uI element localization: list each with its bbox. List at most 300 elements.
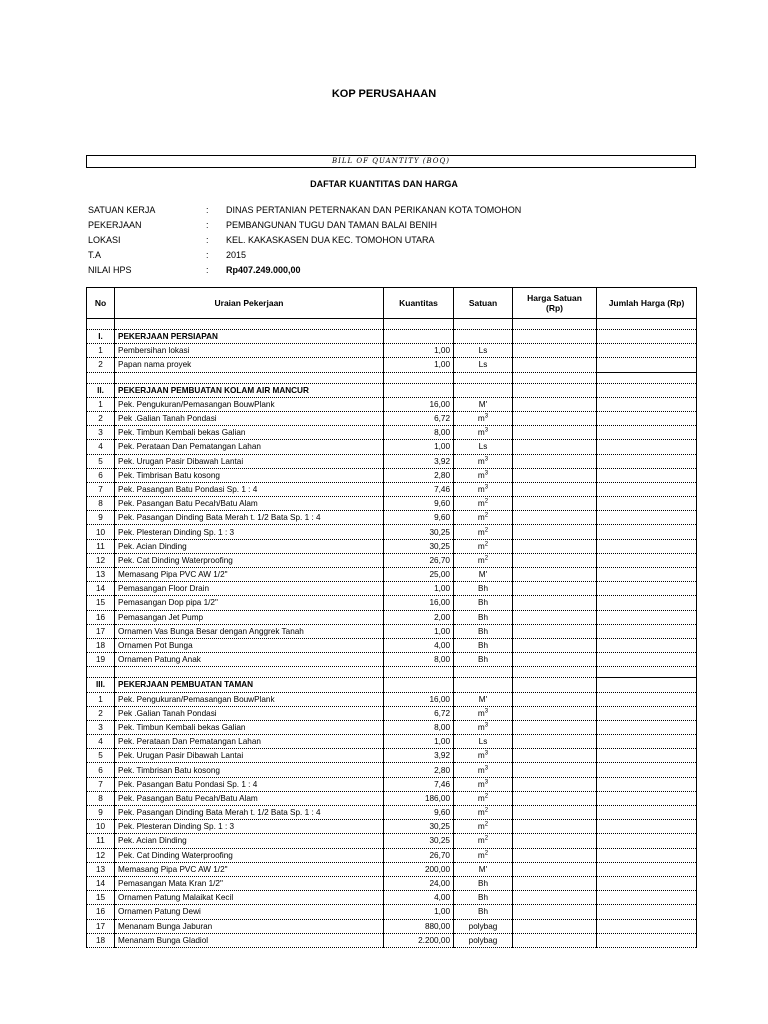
- table-row: [87, 933, 697, 947]
- table-row: [87, 553, 697, 567]
- cell-no-text: 4: [98, 737, 103, 747]
- cell-jumlah: [597, 372, 697, 383]
- cell-no-text: 8: [98, 499, 103, 509]
- info-label: SATUAN KERJA: [88, 205, 156, 215]
- cell-kuantitas-text: 16,00: [429, 694, 450, 704]
- cell-uraian-text: PEKERJAAN PERSIAPAN: [118, 332, 218, 342]
- cell-kuantitas: [384, 891, 454, 905]
- boq-table: [86, 287, 697, 948]
- cell-kuantitas: [384, 933, 454, 947]
- cell-kuantitas-text: 2,80: [434, 470, 450, 480]
- info-value: PEMBANGUNAN TUGU DAN TAMAN BALAI BENIH: [226, 220, 438, 230]
- spacer-row: [87, 372, 697, 383]
- cell-uraian-text: Pemasangan Jet Pump: [118, 612, 204, 622]
- info-row: [88, 218, 521, 233]
- cell-satuan-text: M': [478, 399, 488, 409]
- cell-harga-satuan: [513, 344, 597, 358]
- unit-exponent: 2: [484, 540, 489, 547]
- cell-uraian-text: Pek. Pasangan Batu Pondasi Sp. 1 : 4: [118, 484, 258, 494]
- cell-satuan: [454, 344, 513, 358]
- cell-jumlah: [597, 440, 697, 454]
- cell-uraian: [115, 358, 384, 372]
- cell-satuan-text: m: [477, 428, 485, 438]
- cell-kuantitas: [384, 568, 454, 582]
- cell-harga-satuan: [513, 482, 597, 496]
- cell-uraian-text: Memasang Pipa PVC AW 1/2": [118, 570, 228, 580]
- cell-jumlah: [597, 749, 697, 763]
- cell-jumlah: [597, 919, 697, 933]
- cell-kuantitas: [384, 876, 454, 890]
- header-uraian: Uraian Pekerjaan: [115, 288, 384, 319]
- cell-satuan-text: m: [477, 836, 485, 846]
- cell-satuan: [454, 834, 513, 848]
- cell-uraian-text: Menanam Bunga Jaburan: [118, 921, 213, 931]
- cell-harga-satuan: [513, 919, 597, 933]
- cell-jumlah: [597, 468, 697, 482]
- cell-uraian: [115, 720, 384, 734]
- table-row: [87, 735, 697, 749]
- cell-harga-satuan: [513, 358, 597, 372]
- cell-uraian: [115, 568, 384, 582]
- cell-no: [87, 919, 115, 933]
- cell-satuan-text: Bh: [477, 612, 488, 622]
- cell-no-text: 19: [95, 655, 106, 665]
- cell-jumlah: [597, 720, 697, 734]
- cell-no-text: 13: [95, 570, 106, 580]
- unit-exponent: 2: [484, 793, 489, 800]
- cell-uraian-text: Pek. Cat Dinding Waterproofing: [118, 850, 233, 860]
- cell-uraian: [115, 848, 384, 862]
- cell-uraian-text: Pek. Urugan Pasir Dibawah Lantai: [118, 456, 244, 466]
- cell-jumlah: [597, 568, 697, 582]
- cell-no-text: 14: [95, 584, 106, 594]
- table-row: [87, 468, 697, 482]
- cell-kuantitas: [384, 862, 454, 876]
- cell-uraian: [115, 806, 384, 820]
- cell-kuantitas: [384, 582, 454, 596]
- cell-jumlah: [597, 820, 697, 834]
- cell-jumlah: [597, 426, 697, 440]
- header-kuantitas: Kuantitas: [384, 288, 454, 319]
- cell-no: [87, 319, 115, 330]
- cell-harga-satuan: [513, 610, 597, 624]
- cell-jumlah: [597, 692, 697, 706]
- table-row: [87, 777, 697, 791]
- cell-uraian: [115, 511, 384, 525]
- info-label: T.A: [88, 250, 102, 260]
- cell-no-text: 9: [98, 513, 103, 523]
- cell-no: [87, 862, 115, 876]
- cell-satuan-text: m: [477, 484, 485, 494]
- cell-jumlah: [597, 905, 697, 919]
- cell-satuan-text: polybag: [468, 921, 498, 931]
- cell-kuantitas: [384, 426, 454, 440]
- cell-uraian-text: Pek. Pengukuran/Pemasangan BouwPlank: [118, 694, 275, 704]
- cell-satuan: [454, 791, 513, 805]
- cell-uraian: [115, 777, 384, 791]
- cell-kuantitas-text: 8,00: [434, 722, 450, 732]
- cell-uraian: [115, 933, 384, 947]
- cell-satuan-text: M': [478, 694, 488, 704]
- cell-kuantitas: [384, 806, 454, 820]
- cell-no-text: 13: [95, 864, 106, 874]
- cell-no: [87, 525, 115, 539]
- cell-uraian: [115, 553, 384, 567]
- info-separator: :: [206, 205, 209, 215]
- cell-harga-satuan: [513, 891, 597, 905]
- cell-kuantitas: [384, 330, 454, 344]
- cell-no: [87, 806, 115, 820]
- cell-no-text: 1: [98, 694, 103, 704]
- cell-uraian-text: Pemasangan Floor Drain: [118, 584, 210, 594]
- unit-exponent: 2: [484, 512, 489, 519]
- cell-no: [87, 624, 115, 638]
- cell-jumlah: [597, 383, 697, 397]
- info-value: 2015: [226, 250, 247, 260]
- cell-uraian: [115, 372, 384, 383]
- cell-jumlah: [597, 777, 697, 791]
- table-row: [87, 848, 697, 862]
- unit-exponent: 3: [484, 764, 489, 771]
- cell-kuantitas-text: 7,46: [434, 779, 450, 789]
- cell-kuantitas: [384, 319, 454, 330]
- cell-harga-satuan: [513, 791, 597, 805]
- cell-kuantitas: [384, 735, 454, 749]
- cell-no-text: 14: [95, 879, 106, 889]
- cell-kuantitas: [384, 749, 454, 763]
- cell-jumlah: [597, 848, 697, 862]
- cell-harga-satuan: [513, 653, 597, 667]
- unit-exponent: 3: [484, 708, 489, 715]
- cell-uraian-text: Pek. Perataan Dan Pematangan Lahan: [118, 737, 261, 747]
- cell-no: [87, 638, 115, 652]
- cell-harga-satuan: [513, 749, 597, 763]
- cell-satuan: [454, 624, 513, 638]
- cell-kuantitas-text: 3,92: [434, 751, 450, 761]
- table-row: [87, 820, 697, 834]
- cell-kuantitas-text: 1,00: [434, 907, 450, 917]
- cell-kuantitas-text: 1,00: [434, 346, 450, 356]
- cell-kuantitas-text: 3,92: [434, 456, 450, 466]
- cell-kuantitas-text: 6,72: [434, 414, 450, 424]
- cell-kuantitas: [384, 468, 454, 482]
- cell-no: [87, 667, 115, 678]
- cell-harga-satuan: [513, 692, 597, 706]
- cell-satuan: [454, 820, 513, 834]
- cell-no: [87, 482, 115, 496]
- info-separator: :: [206, 265, 209, 275]
- cell-satuan-text: Ls: [478, 360, 488, 370]
- info-label: NILAI HPS: [88, 265, 132, 275]
- cell-kuantitas: [384, 440, 454, 454]
- cell-kuantitas-text: 25,00: [429, 570, 450, 580]
- table-row: [87, 638, 697, 652]
- unit-exponent: 2: [484, 821, 489, 828]
- header-harga-satuan: [513, 288, 597, 319]
- cell-jumlah: [597, 539, 697, 553]
- cell-jumlah: [597, 596, 697, 610]
- cell-satuan-text: Bh: [477, 598, 488, 608]
- table-row: [87, 525, 697, 539]
- cell-kuantitas-text: 1,00: [434, 360, 450, 370]
- cell-no-text: 11: [96, 541, 105, 551]
- cell-kuantitas-text: 1,00: [434, 442, 450, 452]
- table-row: [87, 919, 697, 933]
- cell-uraian: [115, 678, 384, 692]
- cell-uraian-text: Pek. Pasangan Batu Pecah/Batu Alam: [118, 499, 258, 509]
- cell-uraian: [115, 454, 384, 468]
- info-value: KEL. KAKASKASEN DUA KEC. TOMOHON UTARA: [226, 235, 435, 245]
- cell-uraian-text: Pek. Pasangan Dinding Bata Merah t. 1/2 Bata Sp. 1 : 4: [118, 808, 321, 818]
- unit-exponent: 2: [484, 835, 489, 842]
- cell-satuan: [454, 397, 513, 411]
- unit-exponent: 3: [484, 427, 489, 434]
- cell-no: [87, 791, 115, 805]
- header-harga-satuan-line1: Harga Satuan: [527, 293, 582, 303]
- table-row: [87, 905, 697, 919]
- cell-no-text: 2: [98, 414, 103, 424]
- cell-satuan-text: m: [477, 822, 485, 832]
- cell-kuantitas-text: 30,25: [429, 822, 450, 832]
- cell-jumlah: [597, 891, 697, 905]
- cell-uraian: [115, 497, 384, 511]
- cell-no: [87, 426, 115, 440]
- table-row: [87, 862, 697, 876]
- cell-uraian: [115, 610, 384, 624]
- cell-no: [87, 468, 115, 482]
- cell-uraian: [115, 820, 384, 834]
- cell-kuantitas-text: 16,00: [429, 598, 450, 608]
- cell-satuan: [454, 553, 513, 567]
- cell-no-text: 10: [95, 822, 106, 832]
- cell-kuantitas: [384, 372, 454, 383]
- cell-no-text: 5: [98, 751, 103, 761]
- cell-uraian-text: Pek. Cat Dinding Waterproofing: [118, 555, 233, 565]
- cell-uraian: [115, 426, 384, 440]
- table-row: [87, 720, 697, 734]
- cell-kuantitas-text: 2,80: [434, 765, 450, 775]
- cell-uraian-text: Pek. Pasangan Batu Pondasi Sp. 1 : 4: [118, 779, 258, 789]
- cell-kuantitas-text: 4,00: [434, 641, 450, 651]
- cell-uraian: [115, 440, 384, 454]
- table-row: [87, 582, 697, 596]
- cell-harga-satuan: [513, 468, 597, 482]
- cell-satuan: [454, 735, 513, 749]
- cell-kuantitas-text: 30,25: [429, 541, 450, 551]
- cell-uraian: [115, 653, 384, 667]
- cell-no-text: 2: [98, 708, 103, 718]
- table-row: [87, 440, 697, 454]
- cell-satuan-text: m: [477, 527, 485, 537]
- cell-no-text: I.: [98, 332, 103, 342]
- header-satuan: Satuan: [454, 288, 513, 319]
- cell-no-text: 7: [98, 484, 103, 494]
- cell-harga-satuan: [513, 933, 597, 947]
- cell-no: [87, 411, 115, 425]
- info-value: Rp407.249.000,00: [226, 265, 301, 275]
- cell-satuan: [454, 383, 513, 397]
- cell-no: [87, 568, 115, 582]
- table-body: [87, 319, 697, 948]
- cell-uraian: [115, 624, 384, 638]
- unit-exponent: 3: [484, 413, 489, 420]
- cell-no-text: 12: [95, 555, 106, 565]
- cell-no-text: 17: [95, 626, 106, 636]
- cell-uraian: [115, 482, 384, 496]
- cell-uraian-text: Pembersihan lokasi: [118, 346, 190, 356]
- cell-harga-satuan: [513, 848, 597, 862]
- cell-uraian-text: Pemasangan Dop pipa 1/2": [118, 598, 218, 608]
- cell-no-text: 5: [98, 456, 103, 466]
- cell-jumlah: [597, 330, 697, 344]
- unit-exponent: 3: [484, 470, 489, 477]
- table-row: [87, 763, 697, 777]
- cell-uraian: [115, 596, 384, 610]
- cell-no: [87, 876, 115, 890]
- cell-uraian-text: Pek .Galian Tanah Pondasi: [118, 708, 217, 718]
- cell-harga-satuan: [513, 372, 597, 383]
- cell-jumlah: [597, 511, 697, 525]
- cell-satuan-text: Bh: [477, 907, 488, 917]
- cell-satuan-text: M': [478, 570, 488, 580]
- cell-satuan: [454, 777, 513, 791]
- cell-harga-satuan: [513, 720, 597, 734]
- cell-no: [87, 358, 115, 372]
- cell-kuantitas-text: 8,00: [434, 428, 450, 438]
- table-row: [87, 511, 697, 525]
- cell-uraian-text: Pek. Pasangan Batu Pecah/Batu Alam: [118, 793, 258, 803]
- cell-uraian-text: Pek. Plesteran Dinding Sp. 1 : 3: [118, 527, 235, 537]
- cell-no: [87, 706, 115, 720]
- cell-kuantitas: [384, 610, 454, 624]
- unit-exponent: 3: [484, 750, 489, 757]
- cell-harga-satuan: [513, 678, 597, 692]
- info-separator: :: [206, 235, 209, 245]
- cell-jumlah: [597, 735, 697, 749]
- cell-no-text: 18: [95, 935, 106, 945]
- cell-no-text: 1: [98, 346, 103, 356]
- cell-satuan-text: m: [477, 414, 485, 424]
- cell-no-text: 12: [95, 850, 106, 860]
- cell-kuantitas-text: 6,72: [434, 708, 450, 718]
- table-row: [87, 411, 697, 425]
- cell-satuan: [454, 848, 513, 862]
- cell-harga-satuan: [513, 582, 597, 596]
- cell-harga-satuan: [513, 820, 597, 834]
- cell-kuantitas-text: 16,00: [429, 399, 450, 409]
- cell-satuan: [454, 440, 513, 454]
- cell-uraian: [115, 667, 384, 678]
- cell-no-text: 15: [95, 598, 106, 608]
- cell-uraian-text: Pek. Timbun Kembali bekas Galian: [118, 428, 246, 438]
- cell-kuantitas-text: 9,60: [434, 808, 450, 818]
- cell-uraian: [115, 319, 384, 330]
- cell-kuantitas: [384, 905, 454, 919]
- cell-harga-satuan: [513, 876, 597, 890]
- cell-no: [87, 891, 115, 905]
- cell-satuan-text: Bh: [477, 641, 488, 651]
- cell-kuantitas: [384, 344, 454, 358]
- cell-satuan: [454, 497, 513, 511]
- cell-harga-satuan: [513, 806, 597, 820]
- cell-satuan-text: Bh: [477, 584, 488, 594]
- table-row: [87, 749, 697, 763]
- cell-uraian: [115, 411, 384, 425]
- cell-uraian-text: Pemasangan Mata Kran 1/2": [118, 879, 223, 889]
- cell-uraian: [115, 468, 384, 482]
- header-jumlah: Jumlah Harga (Rp): [597, 288, 697, 319]
- cell-kuantitas: [384, 763, 454, 777]
- cell-uraian-text: Pek. Timbrisan Batu kosong: [118, 470, 220, 480]
- cell-jumlah: [597, 454, 697, 468]
- cell-kuantitas-text: 7,46: [434, 484, 450, 494]
- cell-satuan: [454, 692, 513, 706]
- unit-exponent: 3: [484, 778, 489, 785]
- cell-uraian: [115, 791, 384, 805]
- cell-satuan: [454, 876, 513, 890]
- cell-no-text: 2: [98, 360, 103, 370]
- cell-satuan-text: m: [477, 808, 485, 818]
- cell-no: [87, 720, 115, 734]
- cell-uraian: [115, 763, 384, 777]
- cell-uraian-text: Papan nama proyek: [118, 360, 192, 370]
- cell-no: [87, 582, 115, 596]
- info-separator: :: [206, 220, 209, 230]
- cell-kuantitas: [384, 678, 454, 692]
- cell-satuan-text: m: [477, 513, 485, 523]
- cell-harga-satuan: [513, 638, 597, 652]
- cell-no: [87, 539, 115, 553]
- cell-uraian: [115, 344, 384, 358]
- unit-exponent: 3: [484, 455, 489, 462]
- cell-satuan: [454, 319, 513, 330]
- cell-uraian-text: Pek .Galian Tanah Pondasi: [118, 414, 217, 424]
- cell-no: [87, 763, 115, 777]
- cell-jumlah: [597, 344, 697, 358]
- cell-no: [87, 397, 115, 411]
- cell-uraian: [115, 582, 384, 596]
- cell-harga-satuan: [513, 411, 597, 425]
- cell-no: [87, 440, 115, 454]
- table-row: [87, 596, 697, 610]
- cell-no-text: 10: [95, 527, 106, 537]
- cell-uraian-text: Ornamen Patung Anak: [118, 655, 201, 665]
- cell-satuan: [454, 905, 513, 919]
- info-separator: :: [206, 250, 209, 260]
- cell-kuantitas-text: 2,00: [434, 612, 450, 622]
- cell-kuantitas: [384, 720, 454, 734]
- cell-no-text: III.: [95, 680, 106, 690]
- cell-jumlah: [597, 553, 697, 567]
- cell-kuantitas-text: 8,00: [434, 655, 450, 665]
- info-label: PEKERJAAN: [88, 220, 142, 230]
- cell-no-text: 8: [98, 793, 103, 803]
- cell-harga-satuan: [513, 440, 597, 454]
- cell-satuan: [454, 539, 513, 553]
- cell-jumlah: [597, 653, 697, 667]
- cell-satuan-text: Ls: [478, 737, 488, 747]
- cell-kuantitas-text: 9,60: [434, 513, 450, 523]
- cell-kuantitas-text: 4,00: [434, 893, 450, 903]
- section-row: [87, 678, 697, 692]
- cell-no: [87, 678, 115, 692]
- cell-uraian: [115, 749, 384, 763]
- unit-exponent: 2: [484, 526, 489, 533]
- cell-uraian-text: Pek. Pengukuran/Pemasangan BouwPlank: [118, 399, 275, 409]
- cell-uraian-text: PEKERJAAN PEMBUATAN TAMAN: [118, 680, 254, 690]
- cell-satuan: [454, 610, 513, 624]
- cell-satuan: [454, 468, 513, 482]
